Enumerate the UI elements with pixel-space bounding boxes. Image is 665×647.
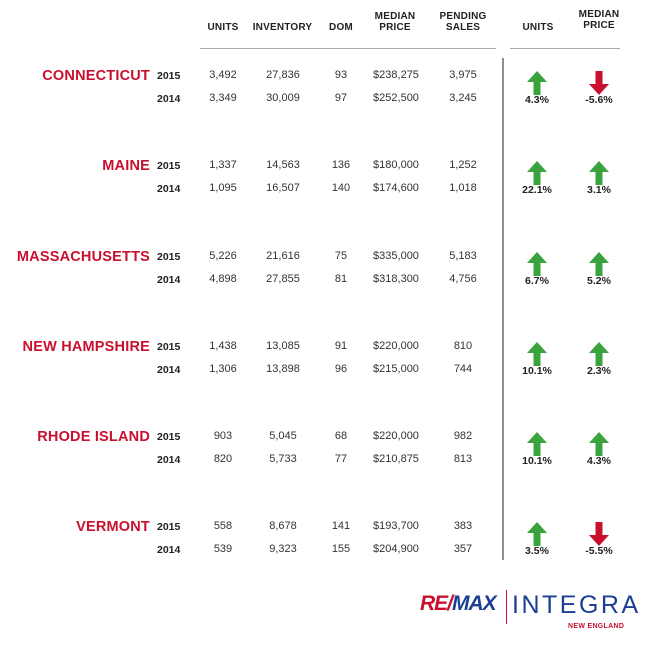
header-units: UNITS: [207, 22, 239, 33]
state-name: VERMONT: [76, 519, 150, 535]
year-label: 2015: [157, 341, 181, 353]
header-change-median-price: MEDIAN PRICE: [578, 9, 620, 31]
cell-units: 1,095: [209, 182, 237, 194]
cell-dom: 141: [331, 520, 351, 532]
cell-units: 539: [213, 543, 233, 555]
cell-pending-sales: 813: [453, 453, 473, 465]
year-label: 2014: [157, 274, 181, 286]
cell-dom: 96: [334, 363, 348, 375]
header-median-price: MEDIAN PRICE: [374, 11, 416, 33]
cell-median-price: $215,000: [373, 363, 419, 375]
cell-inventory: 27,836: [266, 69, 300, 81]
year-label: 2014: [157, 544, 181, 556]
state-name: RHODE ISLAND: [37, 429, 150, 445]
cell-median-price: $174,600: [373, 182, 419, 194]
year-label: 2014: [157, 454, 181, 466]
units-change-percent: 6.7%: [525, 275, 549, 287]
cell-median-price: $210,875: [373, 453, 419, 465]
cell-inventory: 27,855: [266, 273, 300, 285]
cell-pending-sales: 982: [453, 430, 473, 442]
cell-inventory: 5,045: [269, 430, 297, 442]
cell-dom: 93: [334, 69, 348, 81]
cell-inventory: 8,678: [269, 520, 297, 532]
logo-region: NEW ENGLAND: [568, 623, 625, 630]
state-name: NEW HAMPSHIRE: [22, 339, 150, 355]
units-change-percent: 3.5%: [525, 545, 549, 557]
cell-median-price: $220,000: [373, 430, 419, 442]
cell-units: 1,438: [209, 340, 237, 352]
year-label: 2014: [157, 183, 181, 195]
header-pending-sales: PENDING SALES: [439, 11, 487, 33]
cell-median-price: $238,275: [373, 69, 419, 81]
year-label: 2014: [157, 93, 181, 105]
cell-inventory: 14,563: [266, 159, 300, 171]
cell-median-price: $204,900: [373, 543, 419, 555]
cell-units: 3,349: [209, 92, 237, 104]
header-underline-right: [510, 48, 620, 49]
remax-wordmark: RE/MAX: [420, 592, 496, 615]
cell-pending-sales: 3,975: [449, 69, 477, 81]
cell-median-price: $220,000: [373, 340, 419, 352]
column-divider: [502, 58, 504, 560]
cell-median-price: $180,000: [373, 159, 419, 171]
cell-inventory: 16,507: [266, 182, 300, 194]
remax-integra-logo: [420, 590, 641, 635]
cell-pending-sales: 744: [453, 363, 473, 375]
logo-divider: [506, 590, 507, 624]
cell-pending-sales: 1,018: [449, 182, 477, 194]
cell-dom: 97: [334, 92, 348, 104]
state-name: MASSACHUSETTS: [16, 249, 150, 265]
cell-median-price: $335,000: [373, 250, 419, 262]
units-change-percent: 22.1%: [522, 184, 552, 196]
cell-inventory: 9,323: [269, 543, 297, 555]
cell-dom: 68: [334, 430, 348, 442]
price-change-percent: 4.3%: [587, 455, 611, 467]
cell-inventory: 13,898: [266, 363, 300, 375]
cell-units: 820: [213, 453, 233, 465]
cell-median-price: $252,500: [373, 92, 419, 104]
cell-units: 4,898: [209, 273, 237, 285]
cell-pending-sales: 3,245: [449, 92, 477, 104]
header-dom: DOM: [329, 22, 353, 33]
cell-dom: 136: [331, 159, 351, 171]
year-label: 2015: [157, 251, 181, 263]
price-change-percent: -5.6%: [585, 94, 613, 106]
price-change-percent: 5.2%: [587, 275, 611, 287]
price-change-percent: 2.3%: [587, 365, 611, 377]
cell-inventory: 5,733: [269, 453, 297, 465]
cell-inventory: 30,009: [266, 92, 300, 104]
cell-dom: 155: [331, 543, 351, 555]
cell-dom: 75: [334, 250, 348, 262]
state-name: CONNECTICUT: [42, 68, 150, 84]
integra-wordmark: INTEGRA: [512, 591, 641, 619]
state-name: MAINE: [102, 158, 150, 174]
year-label: 2015: [157, 431, 181, 443]
cell-median-price: $193,700: [373, 520, 419, 532]
year-label: 2015: [157, 70, 181, 82]
cell-pending-sales: 4,756: [449, 273, 477, 285]
price-change-percent: 3.1%: [587, 184, 611, 196]
cell-dom: 140: [331, 182, 351, 194]
cell-pending-sales: 5,183: [449, 250, 477, 262]
cell-pending-sales: 1,252: [449, 159, 477, 171]
header-change-units: UNITS: [522, 22, 554, 33]
cell-inventory: 21,616: [266, 250, 300, 262]
header-underline-left: [200, 48, 496, 49]
year-label: 2014: [157, 364, 181, 376]
price-change-percent: -5.5%: [585, 545, 613, 557]
cell-inventory: 13,085: [266, 340, 300, 352]
cell-units: 903: [213, 430, 233, 442]
cell-units: 1,337: [209, 159, 237, 171]
cell-units: 558: [213, 520, 233, 532]
units-change-percent: 4.3%: [525, 94, 549, 106]
cell-dom: 81: [334, 273, 348, 285]
cell-units: 3,492: [209, 69, 237, 81]
cell-units: 1,306: [209, 363, 237, 375]
cell-pending-sales: 383: [453, 520, 473, 532]
year-label: 2015: [157, 160, 181, 172]
units-change-percent: 10.1%: [522, 365, 552, 377]
cell-units: 5,226: [209, 250, 237, 262]
cell-pending-sales: 810: [453, 340, 473, 352]
units-change-percent: 10.1%: [522, 455, 552, 467]
cell-dom: 91: [334, 340, 348, 352]
cell-median-price: $318,300: [373, 273, 419, 285]
year-label: 2015: [157, 521, 181, 533]
header-inventory: INVENTORY: [252, 22, 313, 33]
cell-dom: 77: [334, 453, 348, 465]
cell-pending-sales: 357: [453, 543, 473, 555]
